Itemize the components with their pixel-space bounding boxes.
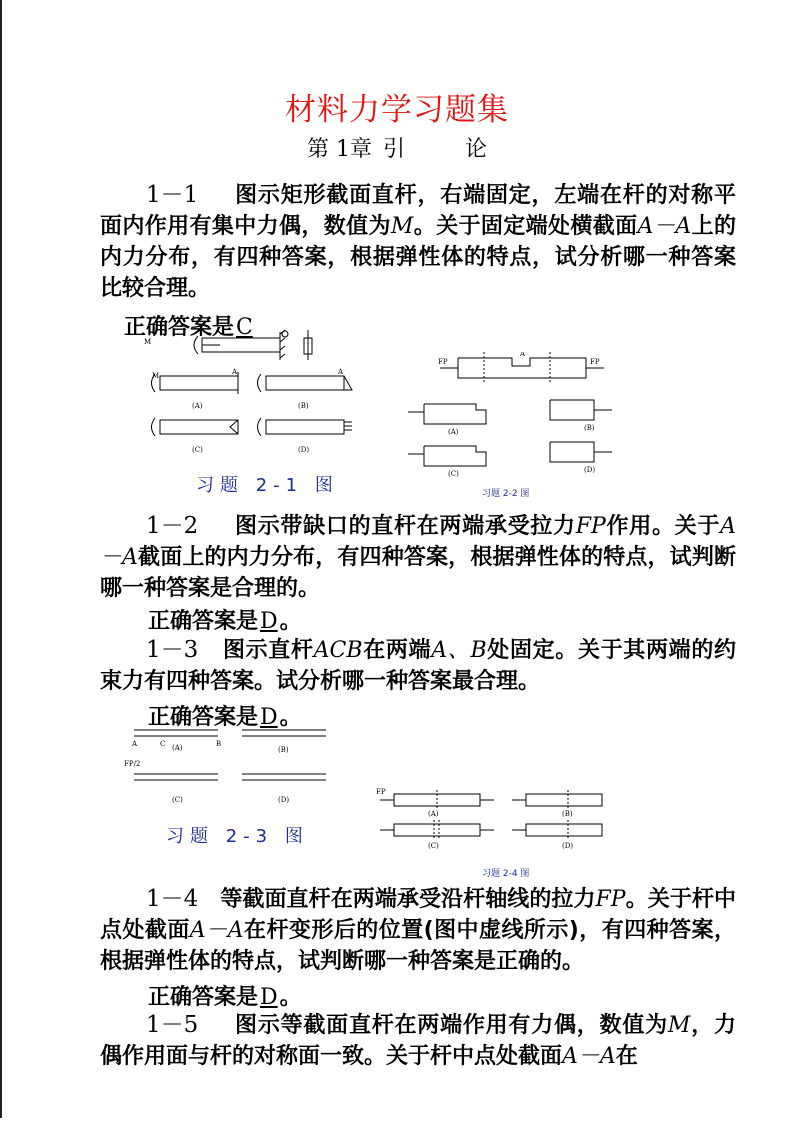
fig23-label-c: C [160,740,166,748]
fig24-option-c: (C) [428,842,439,850]
fig1-option-b: (B) [298,402,309,410]
fig23-option-a: (A) [172,744,183,752]
problem-1-2: 1－2 图示带缺口的直杆在两端承受拉力FP作用。关于A－A截面上的内力分布，有四种答案，根据弹性体的特点，试判断哪一种答案是合理的。 [100,513,736,601]
fig24-label-fp: FP [376,788,386,796]
chapter-heading: 第 1章 引 论 [306,137,488,162]
fig23-option-d: (D) [278,796,290,804]
answer-1-3: 正确答案是D。 [148,705,302,730]
answer-1-4: 正确答案是D。 [148,985,302,1010]
fig22-label-fp2: FP [590,358,600,366]
fig23-option-c: (C) [172,796,183,804]
fig24-option-a: (A) [428,810,439,818]
caption-fig-2-4: 习题 2-4 图 [482,869,530,879]
problem-1-3: 1－3 图示直杆ACB在两端A、B处固定。关于其两端的约束力有四种答案。试分析哪一种答案最合理。 [100,637,736,694]
fig22-option-b: (B) [584,424,595,432]
figure-2-3 [124,720,354,810]
fig1-option-c: (C) [192,446,203,454]
fig1-label-a2: A [338,368,344,376]
fig24-option-b: (B) [562,810,573,818]
page-title: 材料力学习题集 [285,92,509,128]
fig22-label-a: A [520,352,526,358]
problem-1-4: 1－4 等截面直杆在两端承受沿杆轴线的拉力FP。关于杆中点处截面A－A在杆变形后的位置(图中虚线所示)，有四种答案，根据弹性体的特点，试判断哪一种答案是正确的。 [100,886,736,974]
fig23-label-fp-half: FP/2 [124,760,141,768]
fig1-option-a: (A) [192,402,203,410]
figure-1-1 [140,330,360,480]
answer-1-1: 正确答案是C [124,315,253,340]
figure-2-2 [400,352,640,477]
figure-2-4 [376,786,608,858]
problem-1-5: 1－5 图示等截面直杆在两端作用有力偶，数值为M，力偶作用面与杆的对称面一致。关于杆中点处截面A－A在 [100,1012,736,1069]
fig23-option-b: (B) [278,746,289,754]
fig24-option-d: (D) [562,842,574,850]
fig23-label-a: A [132,740,138,748]
fig22-option-a: (A) [448,428,459,436]
fig22-label-fp1: FP [438,358,448,366]
fig23-label-b: B [216,740,222,748]
problem-1-1: 1－1 图示矩形截面直杆，右端固定，左端在杆的对称平面内作用有集中力偶，数值为M。关于固定端处横截面A－A上的内力分布，有四种答案，根据弹性体的特点，试分析哪一种答案比较合理。 [100,182,736,301]
page-left-border [0,0,2,1118]
fig1-label-a1: A [232,368,238,376]
caption-fig-2-3: 习题 2-3 图 [166,826,309,847]
fig22-option-d: (D) [584,466,596,474]
caption-fig-2-2: 习题 2-2 图 [482,489,530,499]
answer-1-2: 正确答案是D。 [148,609,302,634]
fig22-option-c: (C) [448,470,459,477]
fig1-label-m-a: M [152,372,160,380]
caption-fig-2-1: 习题 2-1 图 [196,475,339,496]
fig1-label-m: M [144,338,152,346]
fig1-option-d: (D) [298,446,310,454]
